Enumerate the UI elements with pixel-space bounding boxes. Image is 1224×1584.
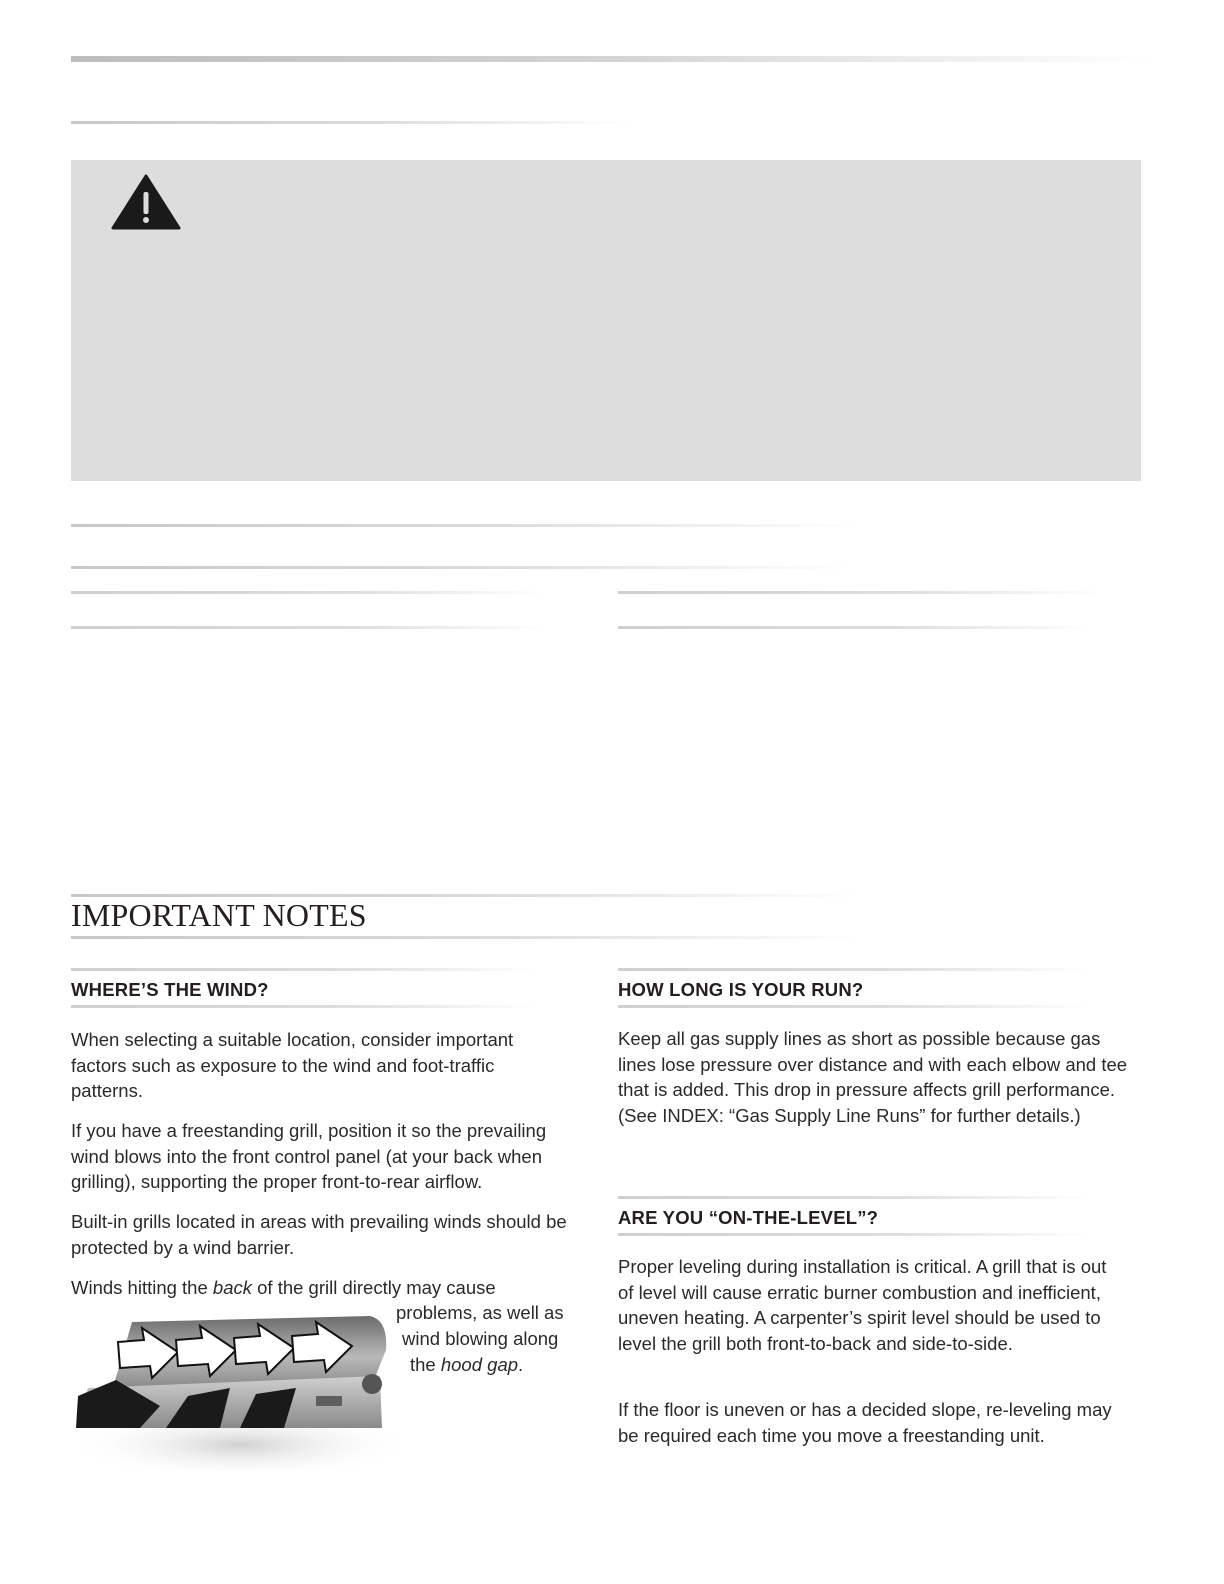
subhead-rule [71,968,536,971]
subhead-rule [618,968,1088,971]
header-rule [71,121,631,124]
column-rule-right [618,626,1093,629]
wind-last-line: wind blowing along [402,1328,559,1349]
run-paragraph: Keep all gas supply lines as short as possible because gas lines lose pressure over distance and with each elbow and tee that is added. This drop in pressure affects grill performance. (See INDEX: “Gas Supply Line Runs” for further details.) [618,1028,1128,1126]
level-paragraph: Proper leveling during installation is critical. A grill that is out of level will cause erratic burner combustion and inefficient, uneven heating. A carpenter’s spirit level should be used to level the grill both front-to-back and side-to-side. [618,1256,1107,1354]
wind-heading: WHERE’S THE WIND? [71,979,269,1000]
subhead-rule [618,1005,1088,1008]
top-rule [71,56,1151,62]
wind-last-line: Winds hitting the back of the grill directly may cause [71,1277,496,1298]
section-title: IMPORTANT NOTES [71,897,367,933]
subhead-rule [71,1005,536,1008]
run-heading: HOW LONG IS YOUR RUN? [618,979,864,1000]
wind-paragraph: If you have a freestanding grill, position it so the prevailing wind blows into the front control panel (at your back when grilling), supporting the proper front-to-rear airflow. [71,1120,547,1192]
column-rule-left [71,626,546,629]
warning-box [71,160,1141,481]
subhead-rule [618,1196,1088,1199]
column-rule-right [618,591,1103,594]
wind-last-line: problems, as well as [396,1302,564,1323]
wind-paragraph: When selecting a suitable location, consider important factors such as exposure to the wind and foot-traffic patterns. [71,1029,514,1101]
subhead-rule [618,1233,1088,1236]
level-heading: ARE YOU “ON-THE-LEVEL”? [618,1207,879,1228]
grill-wind-illustration [70,1310,400,1470]
warning-triangle-icon [111,174,181,230]
wind-paragraph: Built-in grills located in areas with prevailing winds should be protected by a wind barrier. [71,1211,567,1258]
section-rule-bottom [71,936,861,939]
divider-rule [71,524,861,527]
divider-rule [71,566,851,569]
level-paragraph: If the floor is uneven or has a decided slope, re-leveling may be required each time you move a freestanding unit. [618,1399,1112,1446]
column-rule-left [71,591,546,594]
wind-last-line: the hood gap. [410,1354,524,1375]
